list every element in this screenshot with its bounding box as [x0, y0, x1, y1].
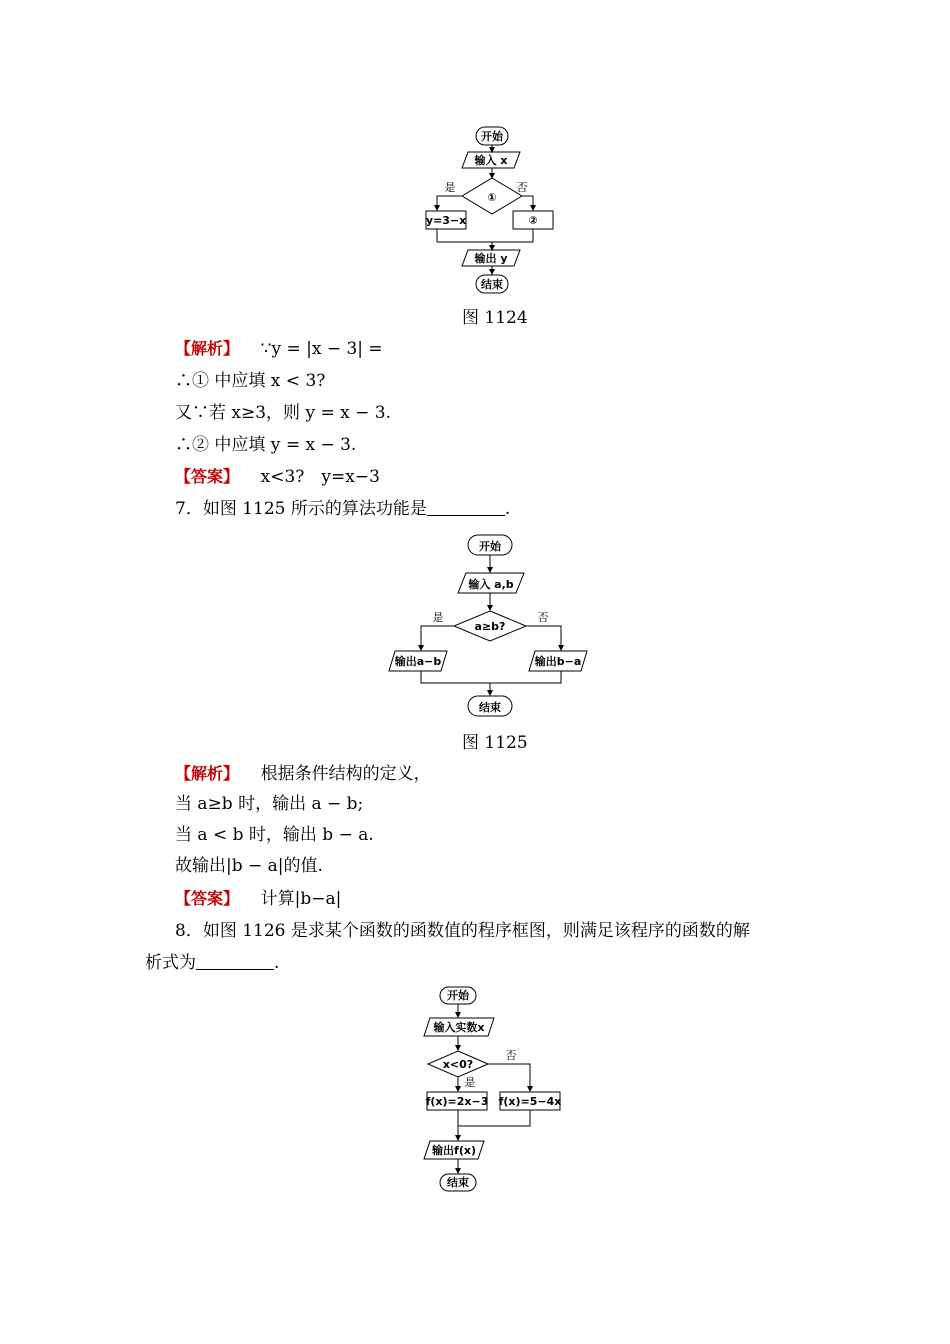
left-output-label: 输出a−b [394, 655, 442, 668]
answer-blank [427, 499, 505, 516]
no-label: 否 [505, 1049, 517, 1062]
no-label: 否 [516, 181, 528, 194]
yes-label: 是 [444, 181, 456, 194]
end-label: 结束 [479, 701, 501, 714]
output-label: 输出 y [474, 252, 508, 265]
q7-question-suffix: . [504, 499, 511, 519]
q8-question-line2 [145, 952, 279, 974]
yes-label: 是 [464, 1076, 476, 1089]
start-label: 开始 [479, 540, 501, 553]
q7-answer [175, 888, 341, 910]
analysis-tag: 【解析】 [175, 339, 240, 358]
q6-line4: ∴② 中应填 y = x − 3. [175, 435, 357, 455]
q7-analysis [175, 763, 431, 785]
end-label: 结束 [481, 278, 503, 291]
q6-line2: ∴① 中应填 x < 3? [175, 371, 326, 391]
right-box-label: ② [528, 214, 538, 227]
q7-question [175, 498, 510, 520]
flowchart-1124 [410, 120, 580, 300]
flowchart-1125 [380, 528, 610, 723]
q6-analysis [175, 338, 383, 360]
q7-line3: 当 a < b 时，输出 b − a. [175, 825, 374, 845]
answer-tag: 【答案】 [175, 889, 240, 908]
analysis-tag: 【解析】 [175, 764, 240, 783]
right-output-label: 输出b−a [534, 655, 582, 668]
q8-question-line1: 8．如图 1126 是求某个函数的函数值的程序框图，则满足该程序的函数的解 [175, 921, 750, 941]
input-label: 输入 a,b [468, 578, 514, 591]
flowchart-1126 [410, 980, 580, 1195]
input-label: 输入 x [474, 154, 508, 167]
decision-label: ① [487, 191, 497, 204]
start-label: 开始 [447, 989, 469, 1002]
end-label: 结束 [447, 1176, 469, 1189]
left-box-label: y=3−x [425, 214, 467, 227]
q7-line4: 故输出|b − a|的值. [175, 856, 323, 876]
yes-label: 是 [432, 611, 444, 624]
output-label: 输出f(x) [432, 1144, 476, 1157]
q7-line2: 当 a≥b 时，输出 a − b; [175, 794, 364, 814]
q7-question-text: 7．如图 1125 所示的算法功能是 [175, 499, 427, 519]
q8-question-text: 析式为 [145, 953, 196, 973]
answer-text: x<3? y=x−3 [260, 467, 380, 487]
left-box-label: f(x)=2x−3 [425, 1095, 489, 1108]
input-label: 输入实数x [433, 1021, 485, 1034]
answer-text: 计算|b−a| [260, 889, 342, 909]
q8-question-suffix: . [274, 953, 280, 973]
answer-blank [196, 953, 274, 970]
q6-line3: 又∵若 x≥3，则 y = x − 3. [175, 403, 391, 423]
decision-label: x<0? [442, 1058, 474, 1071]
analysis-text: 根据条件结构的定义， [260, 764, 431, 784]
figure-caption-1124: 图 1124 [462, 308, 528, 328]
no-label: 否 [537, 611, 549, 624]
analysis-text: ∵y = |x − 3| = [260, 339, 383, 359]
q6-answer [175, 466, 380, 488]
start-label: 开始 [481, 130, 503, 143]
figure-caption-1125: 图 1125 [462, 733, 528, 753]
right-box-label: f(x)=5−4x [498, 1095, 562, 1108]
decision-label: a≥b? [474, 620, 506, 633]
answer-tag: 【答案】 [175, 467, 240, 486]
